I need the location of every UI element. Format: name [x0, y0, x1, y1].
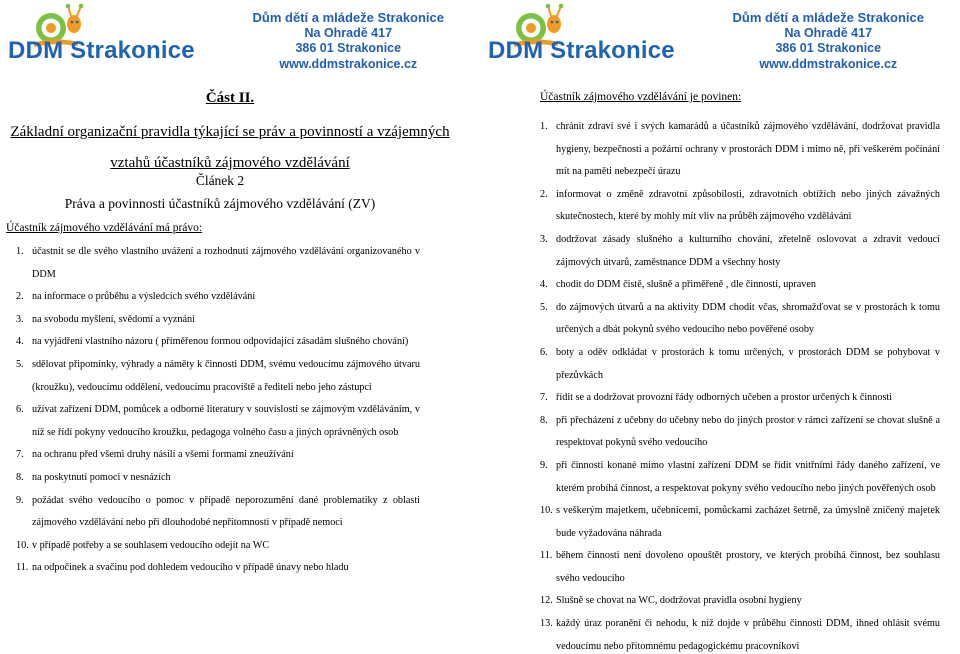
duties-heading: Účastník zájmového vzdělávání je povinen: [540, 91, 742, 103]
org-name: Dům dětí a mládeže Strakonice [732, 10, 924, 25]
ddm-logo [480, 0, 740, 72]
list-item: 9. požádat svého vedoucího o pomoc v případě neporozumění dané problematiky z oblasti zájmového vzdělávání nebo při dlouhodobé nepřítomnosti v případě nemoci [16, 494, 420, 529]
page-header [0, 0, 480, 72]
duties-list [540, 116, 940, 654]
list-item: 5. do zájmových útvarů a na aktivity DDM chodit včas, shromažďovat se v prostorách k tomu určených a dbát pokynů svého vedoucího nebo pověřené osoby [540, 301, 940, 336]
contact-block [253, 10, 444, 72]
list-item: 2. na informace o průběhu a výsledcích svého vzdělávání [16, 291, 256, 303]
page-header [480, 0, 960, 72]
main-title-line: vztahů účastníků zájmového vzdělávání [110, 155, 350, 171]
org-name: Dům dětí a mládeže Strakonice [252, 10, 444, 25]
org-web-link[interactable]: www.ddmstrakonice.cz [279, 56, 418, 71]
article-number: Článek 2 [195, 173, 245, 188]
rights-heading: Účastník zájmového vzdělávání má právo: [6, 222, 203, 234]
logo-text: DDM Strakonice [8, 37, 195, 64]
list-item: 9. při činnosti konané mimo vlastní zařízení DDM se řídit vnitřními řády daného zařízení, ve kterém probíhá činnost, a respektovat pokyny svého vedoucího nebo jiných pověřených osob [540, 459, 940, 494]
document-page-right [480, 0, 960, 654]
list-item: 7. na ochranu před všemi druhy násilí a všemi formami zneužívání [16, 449, 294, 461]
list-item: 11. na odpočinek a svačinu pod dohledem vedoucího v případě únavy nebo hladu [16, 562, 349, 574]
list-item: 6. užívat zařízení DDM, pomůcek a odborné literatury v souvislosti se zájmovým vzděláváním, v níž se řídí pokyny vedoucího kroužku, pedagoga volného času a jiných oprávněných osob [16, 404, 420, 438]
org-street: Na Ohradě 417 [304, 25, 393, 40]
list-item: 3. na svobodu myšlení, svědomí a vyznání [16, 313, 195, 325]
list-item: 4. na vyjádření vlastního názoru ( přiměřenou formou odpovídající zásadám slušného chování) [16, 336, 409, 348]
list-item: 8. při přecházení z učebny do učebny nebo do jiných prostor v rámci zařízení se chovat slušně a respektovat pokynů svého vedoucího [540, 414, 940, 449]
list-item: 12. Slušně se chovat na WC, dodržovat pravidla osobní hygieny [540, 595, 802, 607]
ddm-logo [0, 0, 260, 72]
org-city: 386 01 Strakonice [775, 41, 882, 55]
list-item: 8. na poskytnutí pomoci v nesnázích [16, 471, 171, 483]
list-item: 7. řídit se a dodržovat provozní řády odborných učeben a prostor určených k činnosti [540, 392, 893, 404]
main-title [0, 117, 460, 179]
list-item: 3. dodržovat zásady slušného a kulturního chování, zřetelně oslovovat a zdravit vedoucí zájmových útvarů, zaměstnance DDM a všechny hosty [540, 233, 940, 268]
list-item: 1. účastnit se dle svého vlastního uvážení a rozhodnutí zájmového vzdělávání organizovaného v DDM [16, 246, 420, 280]
list-item: 2. informovat o změně zdravotní způsobilosti, zdravotních obtížích nebo jiných závažných skutečnostech, které by mohly mít vliv na průběh zájmového vzdělávání [540, 188, 940, 223]
list-item: 13. každý úraz poranění či nehodu, k níž dojde v průběhu činnosti DDM, ihned ohlásit svému vedoucímu nebo přítomnému pedagogickému pracovníkovi [540, 618, 940, 652]
logo-text: DDM Strakonice [488, 37, 675, 64]
org-web-link[interactable]: www.ddmstrakonice.cz [759, 56, 898, 71]
contact-block [733, 10, 924, 72]
list-item: 6. boty a oděv odkládat v prostorách k tomu určených, v prostorách DDM se pohybovat v přezůvkách [540, 346, 940, 381]
rights-list [16, 241, 420, 580]
list-item: 1. chránit zdraví své i svých kamarádů a účastníků zájmového vzdělávání, dodržovat pravidla hygieny, bezpečnosti a požární ochrany v prostorách DDM i mimo ně, při veškerém počínání mít na paměti nebezpečí úrazu [540, 121, 940, 178]
article-title: Práva a povinnosti účastníků zájmového vzdělávání (ZV) [64, 196, 376, 211]
org-street: Na Ohradě 417 [784, 25, 873, 40]
list-item: 5. sdělovat připomínky, výhrady a náměty k činnosti DDM, svému vedoucímu zájmového útvaru (kroužku), vedoucímu oddělení, vedoucímu pracoviště a řediteli nebo jeho zástupci [16, 358, 420, 393]
part-title: Část II. [205, 90, 255, 106]
list-item: 10. v případě potřeby a se souhlasem vedoucího odejít na WC [16, 539, 270, 551]
list-item: 10. s veškerým majetkem, učebnicemi, pomůckami zacházet šetrně, za úmyslně zničený majetek bude vyžadována náhrada [540, 505, 940, 539]
list-item: 4. chodit do DDM čistě, slušně a přiměřeně , dle činnosti, upraven [540, 279, 817, 291]
list-item: 11. během činnosti není dovoleno opouštět prostory, ve kterých probíhá činnost, bez souhlasu svého vedoucího [540, 550, 940, 584]
main-title-line: Základní organizační pravidla týkající se práv a povinností a vzájemných [10, 124, 450, 140]
org-city: 386 01 Strakonice [295, 41, 402, 55]
